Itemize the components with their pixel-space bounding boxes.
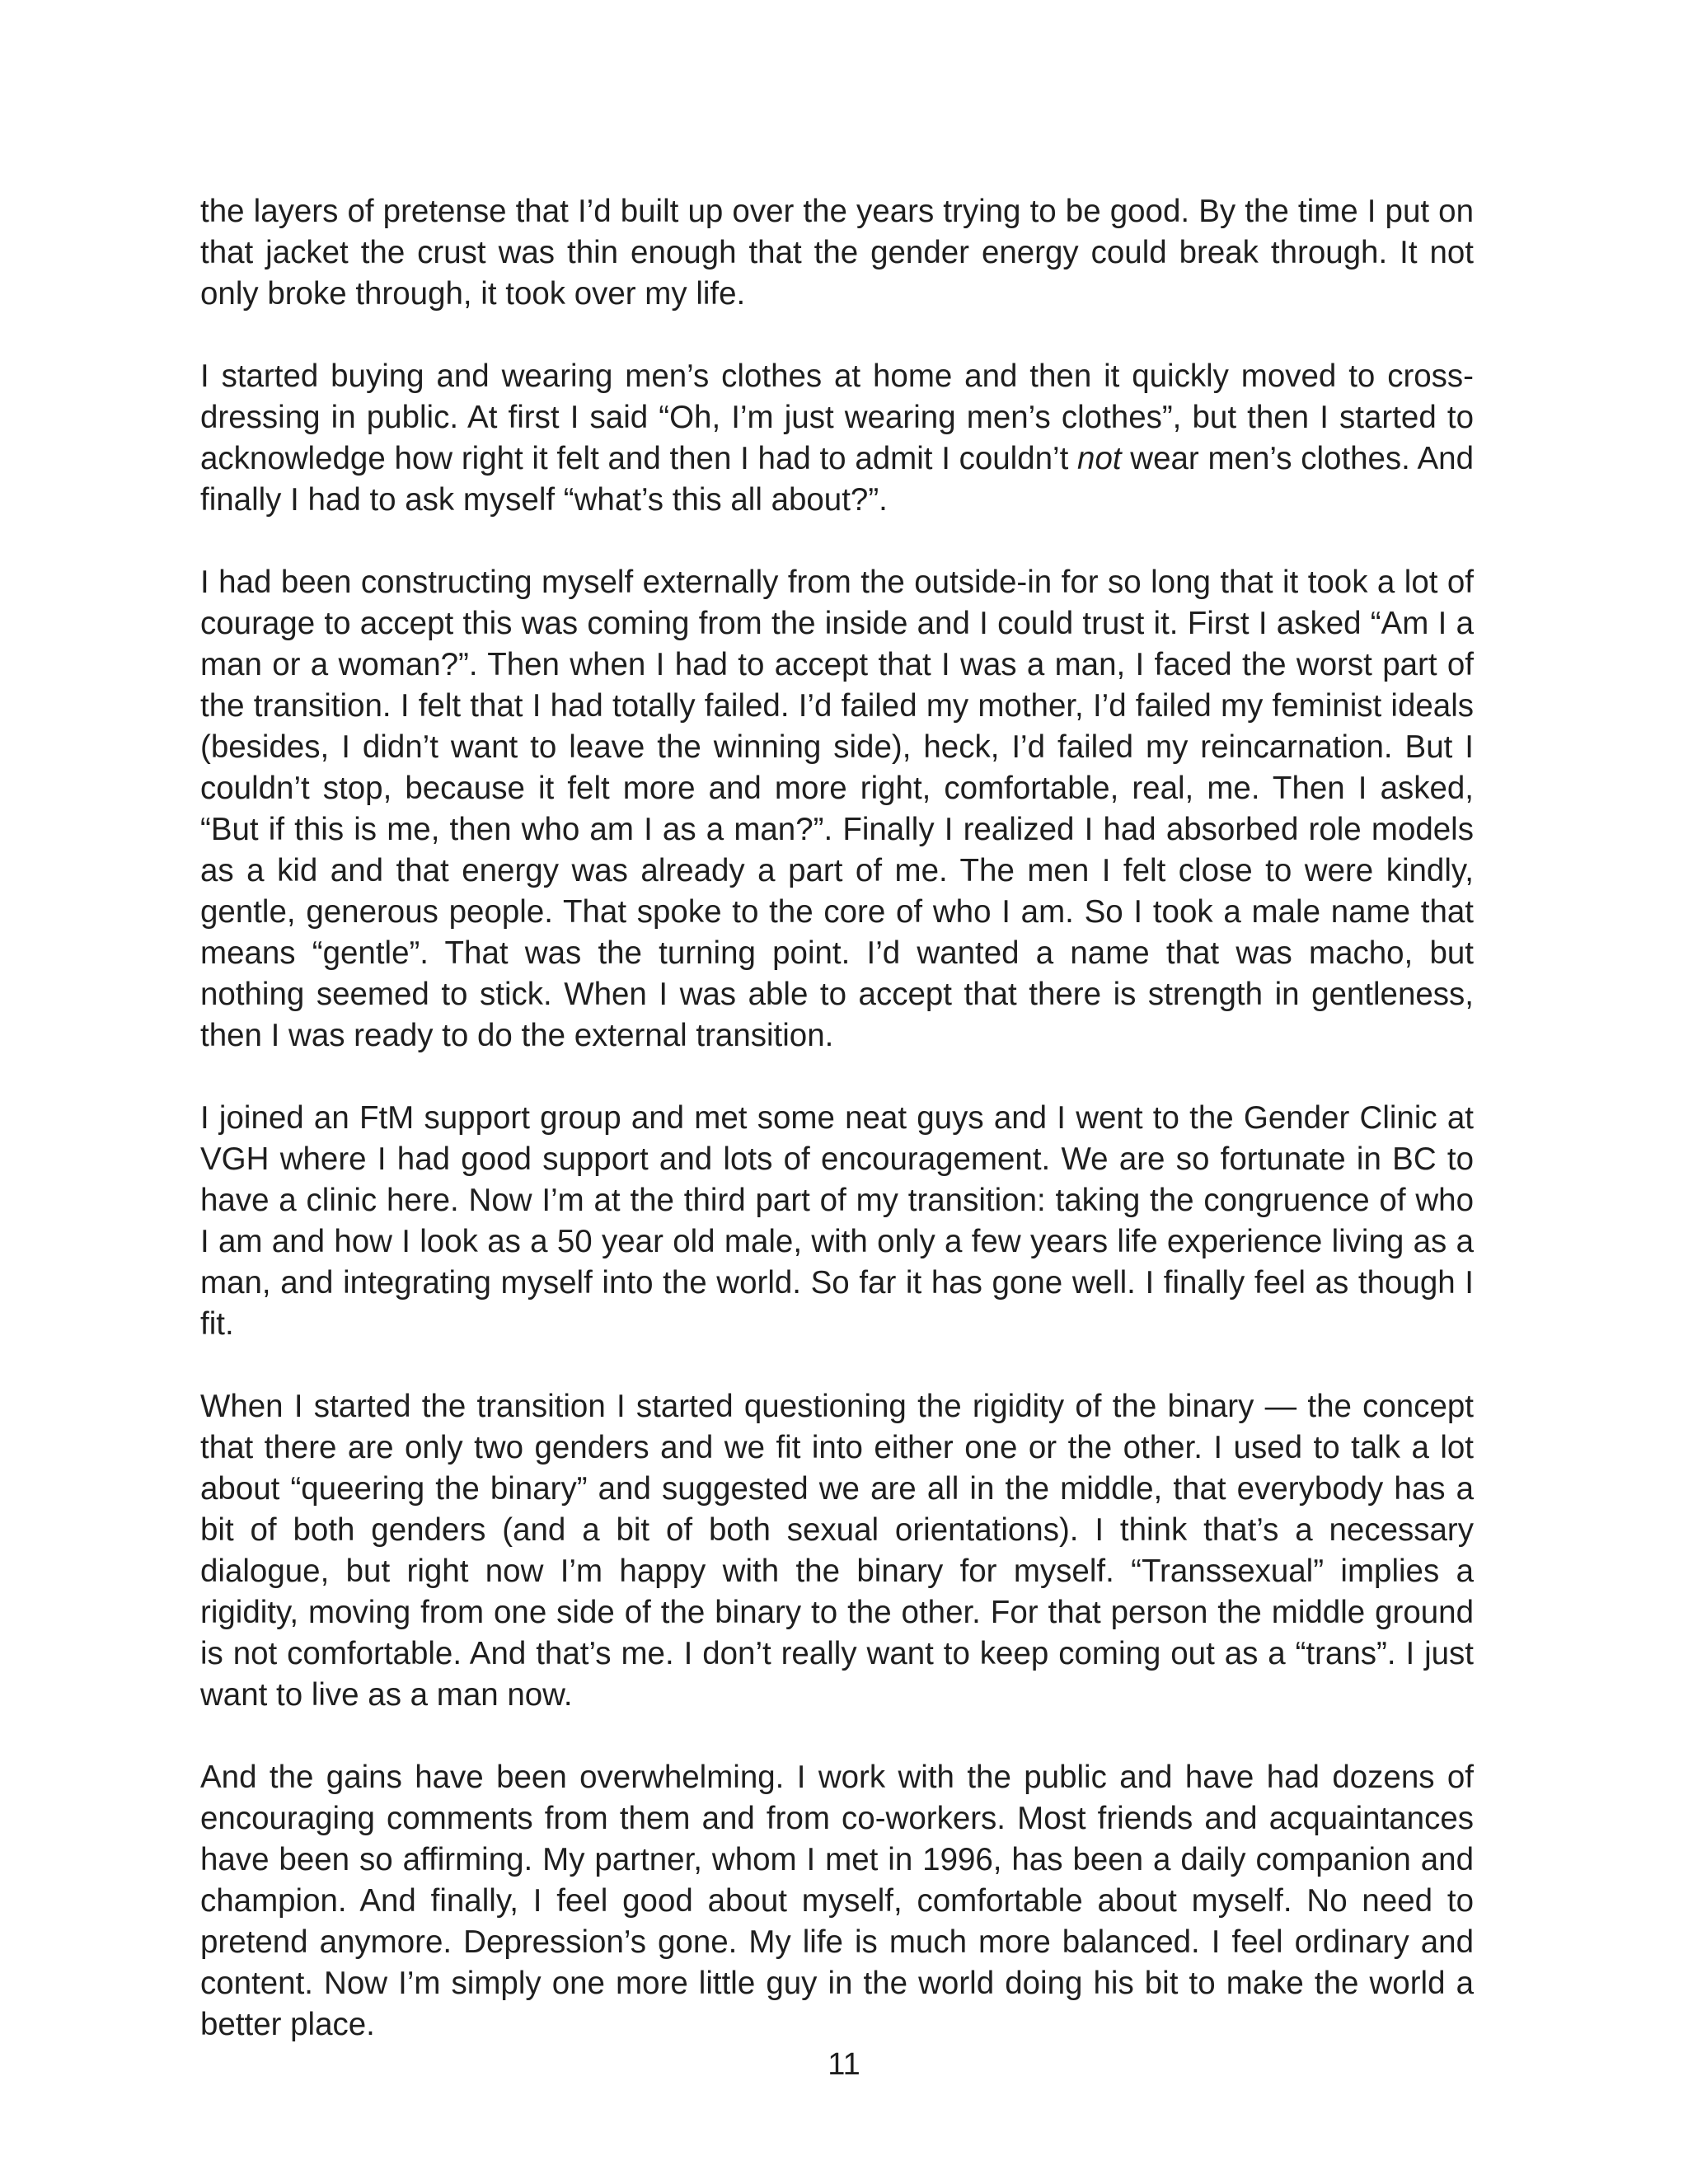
paragraph-2-end: wear men’s clothes. And finally I had to ask myself “what’s this all about?”. [200, 441, 1474, 518]
paragraph-5: When I started the transition I started questioning the rigidity of the binary — the concept that there are only two genders and we fit into either one or the other. I used to talk a lot about “queering the binary” and suggested we are all in the middle, that everybody has a bit of both genders (and a bit of both sexual orientations). I think that’s a necessary dialogue, but right now I’m happy with the binary for myself. “Transsexual” implies a rigidity, moving from one side of the binary to the other. For that person the middle ground is not comfortable. And that’s me. I don’t really want to keep coming out as a “trans”. I just want to live as a man now. [200, 1389, 1474, 1713]
emphasis-not: not [1077, 441, 1122, 476]
paragraph-1: the layers of pretense that I’d built up over the years trying to be good. By the time I put on that jacket the crust was thin enough that the gender energy could break through. It not only broke through, it took over my life. [200, 194, 1474, 312]
paragraph-6: And the gains have been overwhelming. I work with the public and have had dozens of encouraging comments from them and from co-workers. Most friends and acquaintances have been so affirming. My partner, whom I met in 1996, has been a daily companion and champion. And finally, I feel good about myself, comfortable about myself. No need to pretend anymore. Depression’s gone. My life is much more balanced. I feel ordinary and content. Now I’m simply one more little guy in the world doing his bit to make the world a better place. [200, 1760, 1474, 2042]
paragraph-2 [200, 356, 1474, 521]
body-text [200, 191, 1474, 2087]
paragraph-3: I had been constructing myself externally from the outside-in for so long that it took a lot of courage to accept this was coming from the inside and I could trust it. First I asked “Am I a man or a woman?”. Then when I had to accept that I was a man, I faced the worst part of the transition. I felt that I had totally failed. I’d failed my mother, I’d failed my feminist ideals (besides, I didn’t want to leave the winning side), heck, I’d failed my reincarnation. But I couldn’t stop, because it felt more and more right, comfortable, real, me. Then I asked, “But if this is me, then who am I as a man?”. Finally I realized I had absorbed role models as a kid and that energy was already a part of me. The men I felt close to were kindly, gentle, generous people. That spoke to the core of who I am. So I took a male name that means “gentle”. That was the turning point. I’d wanted a name that was macho, but nothing seemed to stick. When I was able to accept that there is strength in gentleness, then I was ready to do the external transition. [200, 565, 1474, 1053]
paragraph-2-start: I started buying and wearing men’s clothes at home and then it quickly moved to cross-dressing in public. At first I said “Oh, I’m just wearing men’s clothes”, but then I started to acknowledge how right it felt and then I had to admit I couldn’t [200, 359, 1474, 476]
paragraph-4: I joined an FtM support group and met some neat guys and I went to the Gender Clinic at VGH where I had good support and lots of encouragement. We are so fortunate in BC to have a clinic here. Now I’m at the third part of my transition: taking the congruence of who I am and how I look as a 50 year old male, with only a few years life experience living as a man, and integrating myself into the world. So far it has gone well. I finally feel as though I fit. [200, 1100, 1474, 1342]
page-number: 11 [828, 2047, 860, 2082]
